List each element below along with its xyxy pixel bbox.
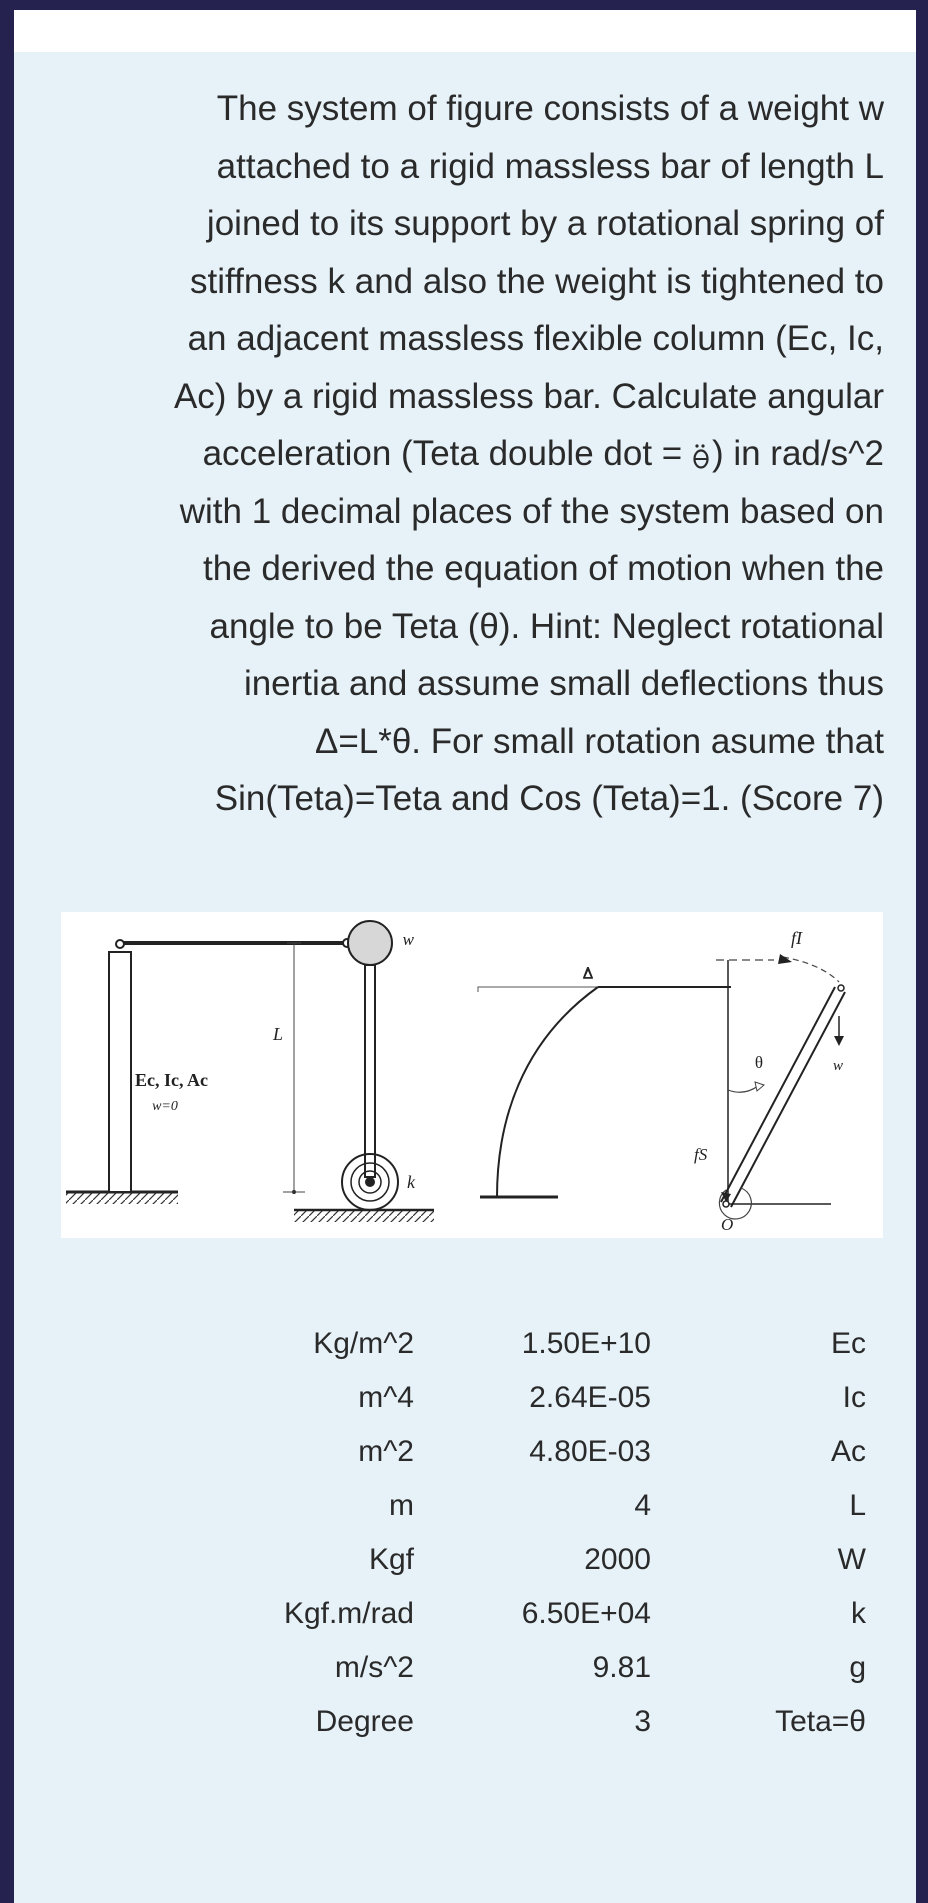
spring-label: k: [407, 1172, 415, 1192]
problem-line: stiffness k and also the weight is tightened to: [190, 261, 884, 301]
system-figure: [61, 912, 883, 1238]
problem-line: an adjacent massless flexible column (Ec, Ic,: [187, 319, 884, 358]
weight-label-right: w: [833, 1058, 844, 1074]
problem-line: acceleration (Teta double dot =: [202, 434, 692, 473]
problem-line: inertia and assume small deflections thus: [243, 664, 884, 703]
unit-cell: Kgf: [368, 1543, 414, 1576]
unit-cell: Kg/m^2: [313, 1327, 414, 1360]
problem-line: ) in rad/s^2: [711, 434, 884, 473]
symbol-cell: k: [851, 1597, 866, 1630]
length-label: L: [272, 1024, 283, 1044]
top-frame: [0, 0, 928, 10]
inertia-force-label: fI: [791, 928, 802, 948]
symbol-cell: W: [837, 1543, 866, 1576]
weight-label-left: w: [402, 930, 414, 949]
unit-cell: Degree: [315, 1705, 414, 1738]
problem-line: with 1 decimal places of the system based on: [179, 491, 884, 531]
unit-cell: m^2: [358, 1435, 414, 1468]
unit-cell: m/s^2: [334, 1651, 414, 1684]
value-cell: 3: [634, 1705, 651, 1738]
problem-line: Sin(Teta)=Teta and Cos (Teta)=1. (Score 7): [214, 779, 884, 818]
symbol-cell: Teta=θ: [775, 1705, 866, 1738]
problem-line: Ac) by a rigid massless bar. Calculate angular: [173, 376, 884, 416]
spring-force-label: fS: [694, 1145, 708, 1164]
unit-cell: m: [389, 1489, 414, 1522]
problem-line: the derived the equation of motion when the: [202, 549, 884, 588]
table-row: [14, 1489, 916, 1539]
table-row: [14, 1705, 916, 1755]
table-row: [14, 1435, 916, 1485]
problem-line: Δ=L*θ. For small rotation asume that: [314, 721, 884, 761]
symbol-cell: Ac: [830, 1435, 866, 1468]
table-row: [14, 1597, 916, 1647]
header-strip: [14, 10, 916, 52]
table-row: [14, 1651, 916, 1701]
table-row: [14, 1381, 916, 1431]
right-system-drawing: [478, 954, 845, 1219]
theta-double-dot-symbol: [692, 443, 712, 469]
problem-line: The system of figure consists of a weight w: [216, 89, 884, 128]
symbol-cell: g: [849, 1651, 866, 1684]
question-card: [14, 52, 916, 1903]
delta-label: Δ: [582, 963, 594, 982]
pivot-label: O: [721, 1215, 734, 1234]
problem-text: [84, 80, 884, 828]
unit-cell: m^4: [358, 1381, 414, 1414]
value-cell: 4: [634, 1489, 651, 1522]
value-cell: 4.80E-03: [529, 1435, 651, 1468]
table-row: [14, 1543, 916, 1593]
value-cell: 2.64E-05: [529, 1381, 651, 1414]
left-system-drawing: [66, 921, 434, 1222]
problem-line: angle to be Teta (θ). Hint: Neglect rotational: [209, 606, 884, 646]
table-row: [14, 1327, 916, 1377]
column-label: Ec, Ic, Ac: [135, 1070, 208, 1090]
symbol-cell: Ec: [830, 1327, 866, 1360]
theta-label: θ: [754, 1053, 764, 1072]
column-note: w=0: [152, 1099, 178, 1114]
value-cell: 6.50E+04: [521, 1597, 651, 1630]
unit-cell: Kgf.m/rad: [283, 1597, 414, 1630]
value-cell: 1.50E+10: [521, 1327, 651, 1360]
problem-line: attached to a rigid massless bar of length L: [216, 146, 884, 186]
symbol-cell: L: [849, 1489, 866, 1522]
problem-line: joined to its support by a rotational spring of: [206, 204, 884, 243]
value-cell: 9.81: [592, 1651, 651, 1684]
value-cell: 2000: [584, 1543, 651, 1576]
symbol-cell: Ic: [842, 1381, 866, 1414]
